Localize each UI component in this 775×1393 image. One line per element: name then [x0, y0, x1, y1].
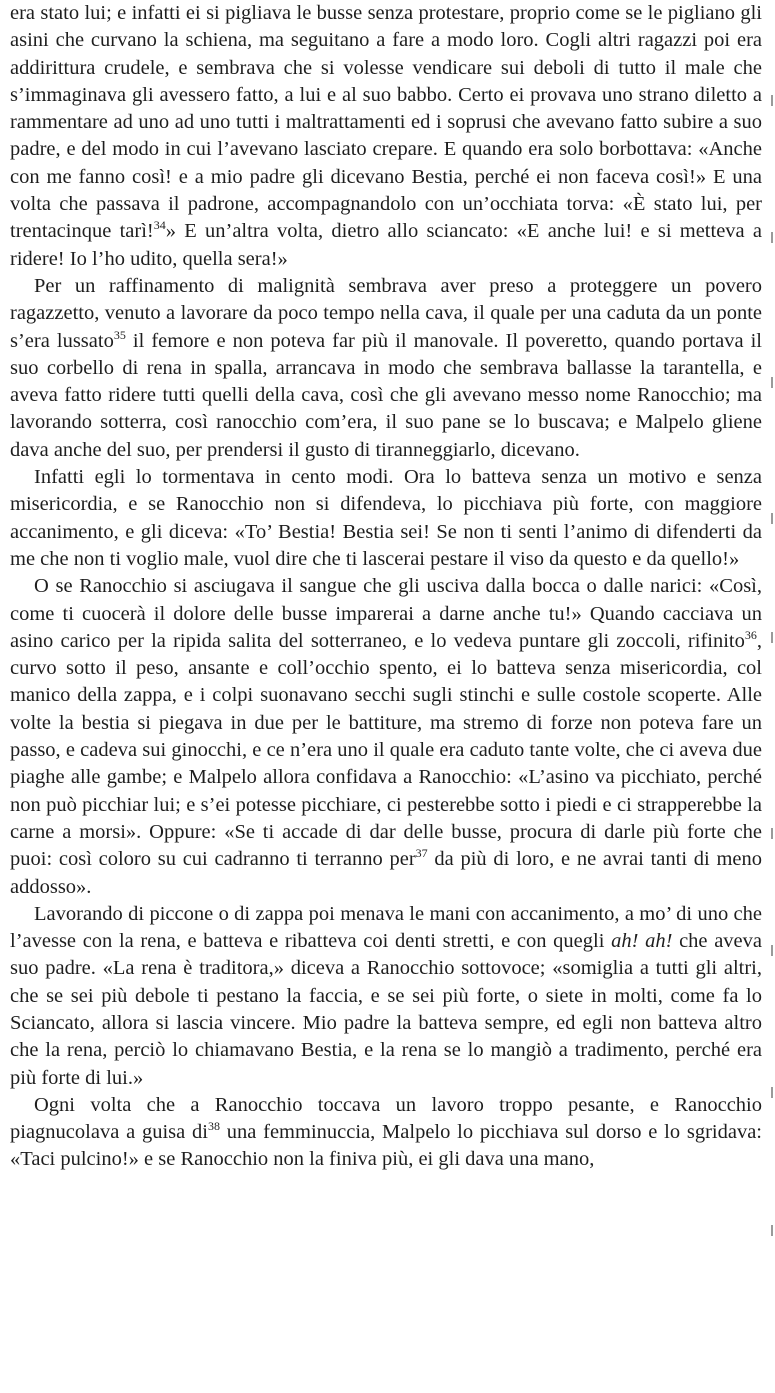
margin-mark — [771, 828, 773, 839]
margin-mark — [771, 95, 773, 106]
footnote-marker: 36 — [744, 628, 757, 642]
margin-mark — [771, 1087, 773, 1098]
text-segment: O se Ranocchio si asciugava il sangue che gli usciva dalla bocca o dalle narici: «Così, come ti cuocerà il dolore delle busse imparerai a darne anche tu!» Quando cacciava un asino carico per la ripida salita del sotterraneo, e lo vedeva puntare gli zoccoli, rifinito — [10, 575, 762, 652]
text-segment: una femminuccia, Malpelo lo picchiava sul dorso e lo sgridava: «Taci pulcino!» e se Ranocchio non la finiva più, ei gli dava una mano, — [10, 1121, 762, 1171]
margin-mark — [771, 513, 773, 524]
margin-mark — [771, 377, 773, 388]
footnote-marker: 34 — [153, 218, 166, 233]
text-segment: il femore e non poteva far più il manovale. Il poveretto, quando portava il suo corbello di rena in spalla, arrancava in modo che sembrava ballasse la tarantella, e aveva fatto ridere tutti quelli della cava, così che gli avevano messo nome Ranocchio; ma lavorando sotterra, così ranocchio com’era, il suo pane se lo buscava; e Malpelo gliene dava anche del suo, per prendersi il gusto di tiranneggiarlo, dicevano. — [10, 329, 763, 461]
paragraph-2 — [10, 273, 762, 464]
margin-mark — [771, 232, 773, 243]
text-segment: Per un raffinamento di malignità sembrava aver preso a proteggere un povero ragazzetto, venuto a lavorare da poco tempo nella cava, il quale per una caduta da un ponte s’era lussato — [10, 274, 762, 352]
text-segment: era stato lui; e infatti ei si pigliava le busse senza protestare, proprio come se le pigliano gli asini che curvano la schiena, ma seguitano a fare a modo loro. Cogli altri ragazzi poi era addirittura crudele, e sembrava che si volesse vendicare sui deboli di tutto il male che s’immaginava gli avessero fatto, a lui e al suo babbo. Certo ei provava uno strano diletto a rammentare ad uno ad uno tutti i maltrattamenti ed i soprusi che avevano fatto subire a suo padre, e del modo in cui l’avevano lasciato crepare. E quando era solo borbottava: «Anche con me fanno così! e a mio padre gli dicevano Bestia, perché ei non faceva così!» E una volta che passava il padrone, accompagnandolo con un’occhiata torva: «È stato lui, per trentacinque tarì! — [10, 2, 762, 243]
footnote-marker: 37 — [415, 846, 428, 861]
margin-mark — [771, 1225, 773, 1236]
paragraph-4 — [10, 573, 762, 901]
paragraph-3 — [10, 464, 762, 573]
text-segment: da più di loro, e ne avrai tanti di meno addosso». — [10, 848, 762, 898]
margin-mark — [771, 632, 773, 643]
text-segment: » E un’altra volta, dietro allo sciancato: «E anche lui! e si metteva a ridere! Io l’ho udito, quella sera!» — [10, 220, 763, 270]
line-number-marks — [767, 0, 775, 1393]
text-segment: , curvo sotto il peso, ansante e coll’occhio spento, ei lo batteva senza misericordia, col manico della zappa, e i colpi suonavano secchi sugli stinchi e sulle costole scoperte. Alle volte la bestia si piegava in due per le battiture, ma stremo di forze non poteva fare un passo, e cadeva sui ginocchi, e ce n’era uno il quale era caduto tante volte, che ci aveva due piaghe alle gambe; e Malpelo allora confidava a Ranocchio: «L’asino va picchiato, perché non può picchiar lui; e s’ei potesse picchiare, ci pesterebbe sotto i piedi e ci strapperebbe la carne a morsi». Oppure: «Se ti accade di dar delle busse, procura di darle più forte che puoi: così coloro su cui cadranno ti terranno per — [10, 629, 762, 871]
text-segment: Lavorando di piccone o di zappa poi menava le mani con accanimento, a mo’ di uno che l’avesse con la rena, e batteva e ribatteva coi denti stretti, e con quegli — [10, 902, 762, 953]
paragraph-1 — [10, 0, 762, 273]
margin-mark — [771, 945, 773, 956]
text-segment: Infatti egli lo tormentava in cento modi. Ora lo batteva senza un motivo e senza misericordia, e se Ranocchio non si difendeva, lo picchiava più forte, con maggiore accanimento, e gli diceva: «To’ Bestia! Bestia sei! Se non ti senti l’animo di difenderti da me che non ti voglio male, vuol dire che ti lascerai pestare il viso da questo e da quello!» — [10, 466, 762, 570]
text-segment: che aveva suo padre. «La rena è traditora,» diceva a Ranocchio sottovoce; «somiglia a tutti gli altri, che se sei più debole ti pestano la faccia, e se sei più forte, o siete in molti, come fa lo Sciancato, allora si lascia vincere. Mio padre la batteva sempre, ed egli non batteva altro che la rena, perciò lo chiamavano Bestia, e la rena se lo mangiò a tradimento, perché era più forte di lui.» — [10, 930, 762, 1089]
paragraph-6 — [10, 1092, 762, 1174]
text-segment: Ogni volta che a Ranocchio toccava un lavoro troppo pesante, e Ranocchio piagnucolava a guisa di — [10, 1093, 762, 1144]
paragraph-5 — [10, 901, 762, 1092]
document-page — [10, 0, 762, 1174]
footnote-marker: 38 — [207, 1119, 220, 1134]
footnote-marker: 35 — [113, 327, 126, 342]
italic-text: ah! ah! — [611, 930, 673, 953]
